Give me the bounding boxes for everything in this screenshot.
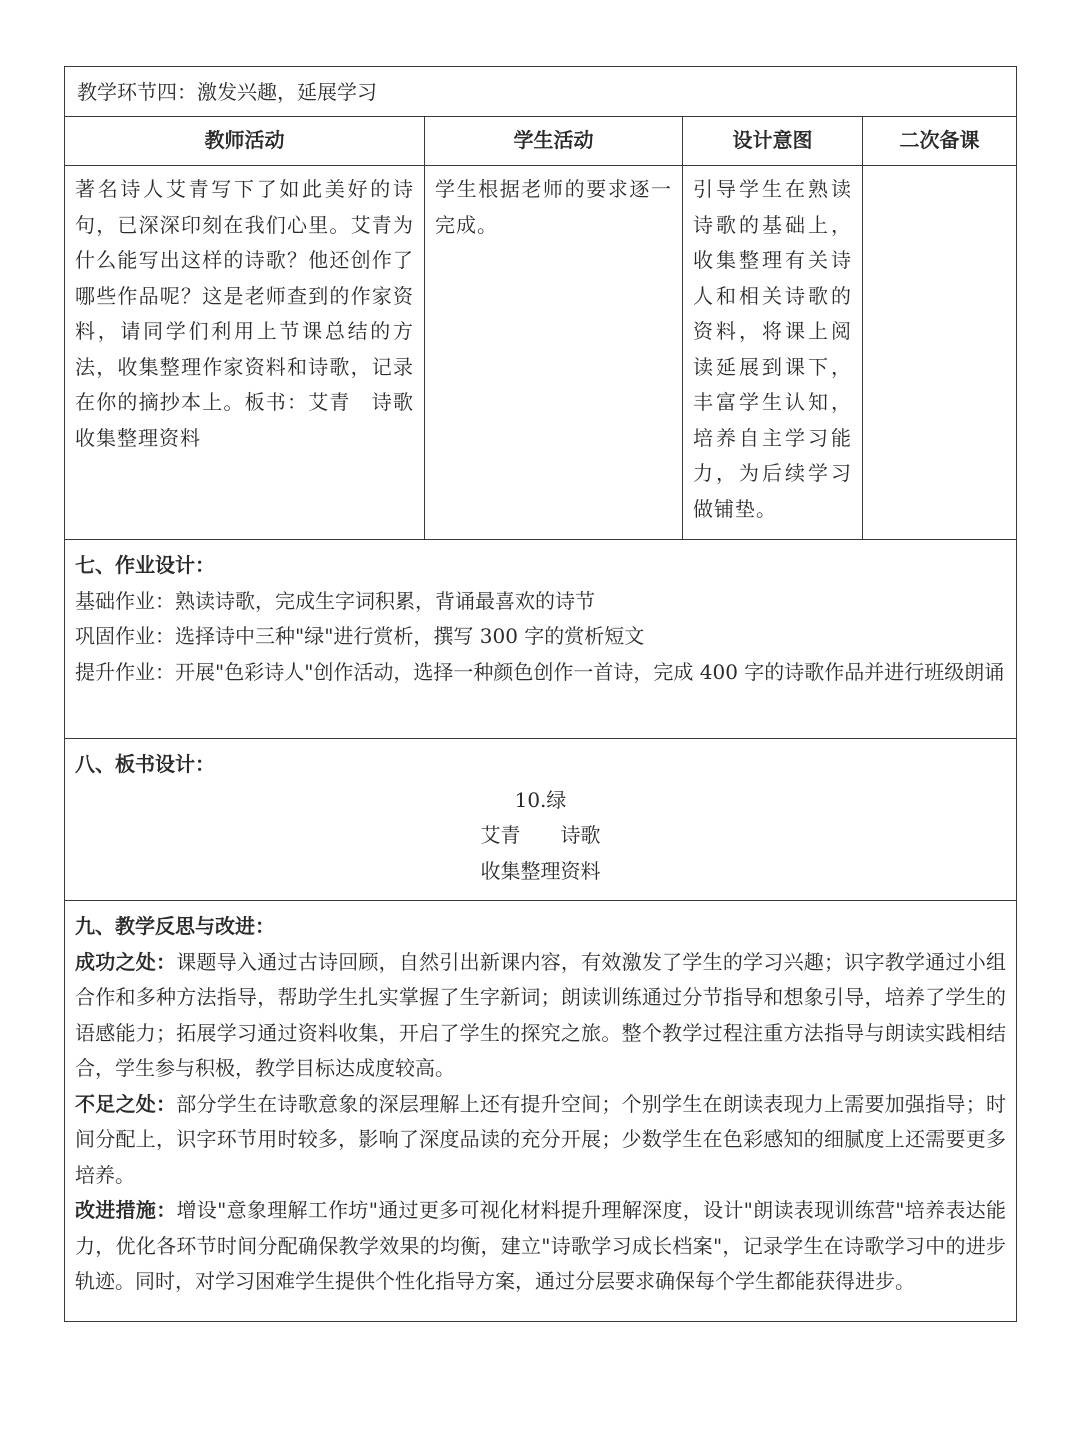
homework-basic: 基础作业：熟读诗歌，完成生字词积累，背诵最喜欢的诗节 bbox=[75, 588, 595, 613]
shortfall-label: 不足之处： bbox=[75, 1091, 177, 1116]
board-design-section bbox=[65, 739, 1016, 901]
homework-section bbox=[65, 540, 1016, 739]
improve-label: 改进措施： bbox=[75, 1198, 177, 1222]
table-row bbox=[65, 166, 1016, 540]
board-line-poet: 艾青 诗歌 bbox=[480, 823, 601, 847]
header-design-intent: 设计意图 bbox=[683, 117, 863, 165]
reflection-heading: 九、教学反思与改进： bbox=[75, 914, 275, 938]
second-prep-cell bbox=[863, 166, 1016, 539]
reflection-section bbox=[65, 901, 1016, 1321]
reflection-shortfall bbox=[75, 1087, 1006, 1194]
header-teacher-activity: 教师活动 bbox=[65, 117, 425, 165]
student-activity-cell: 学生根据老师的要求逐一完成。 bbox=[425, 166, 683, 539]
shortfall-text: 部分学生在诗歌意象的深层理解上还有提升空间；个别学生在朗读表现力上需要加强指导；时间分配上，识字环节用时较多，影响了深度品读的充分开展；少数学生在色彩感知的细腻度上还需要更多培养。 bbox=[75, 1091, 1007, 1187]
teacher-activity-cell: 著名诗人艾青写下了如此美好的诗句，已深深印刻在我们心里。艾青为什么能写出这样的诗歌？他还创作了哪些作品呢？这是老师查到的作家资料，请同学们利用上节课总结的方法，收集整理作家资料和诗歌，记录在你的摘抄本上。板书：艾青 诗歌 收集整理资料 bbox=[65, 166, 425, 539]
success-text: 课题导入通过古诗回顾，自然引出新课内容，有效激发了学生的学习兴趣；识字教学通过小组合作和多种方法指导，帮助学生扎实掌握了生字新词；朗读训练通过分节指导和想象引导，培养了学生的语感能力；拓展学习通过资料收集，开启了学生的探究之旅。整个教学过程注重方法指导与朗读实践相结合，学生参与积极，教学目标达成度较高。 bbox=[75, 949, 1007, 1080]
improve-text: 增设"意象理解工作坊"通过更多可视化材料提升理解深度，设计"朗读表现训练营"培养表达能力，优化各环节时间分配确保教学效果的均衡，建立"诗歌学习成长档案"，记录学生在诗歌学习中的进步轨迹。同时，对学习困难学生提供个性化指导方案，通过分层要求确保每个学生都能获得进步。 bbox=[75, 1198, 1007, 1293]
homework-advanced: 提升作业：开展"色彩诗人"创作活动，选择一种颜色创作一首诗，完成 400 字的诗歌作品并进行班级朗诵 bbox=[75, 659, 1005, 684]
reflection-success bbox=[75, 945, 1006, 1087]
homework-heading: 七、作业设计： bbox=[75, 553, 215, 577]
table-header-row bbox=[65, 117, 1016, 166]
board-heading: 八、板书设计： bbox=[75, 752, 215, 776]
success-label: 成功之处： bbox=[75, 949, 177, 974]
reflection-improve bbox=[75, 1193, 1006, 1300]
board-line-title: 10.绿 bbox=[514, 787, 567, 812]
header-second-prep: 二次备课 bbox=[899, 128, 980, 152]
homework-consolidate: 巩固作业：选择诗中三种"绿"进行赏析，撰写 300 字的赏析短文 bbox=[75, 624, 645, 648]
design-intent-cell: 引导学生在熟读诗歌的基础上，收集整理有关诗人和相关诗歌的资料，将课上阅读延展到课下，丰富学生认知，培养自主学习能力，为后续学习做铺垫。 bbox=[683, 166, 863, 539]
section-title-text: 教学环节四：激发兴趣，延展学习 bbox=[77, 80, 377, 104]
lesson-plan-table bbox=[64, 66, 1017, 1322]
board-line-collect: 收集整理资料 bbox=[480, 858, 601, 883]
header-student-activity: 学生活动 bbox=[425, 117, 683, 165]
section-title bbox=[65, 67, 1016, 117]
